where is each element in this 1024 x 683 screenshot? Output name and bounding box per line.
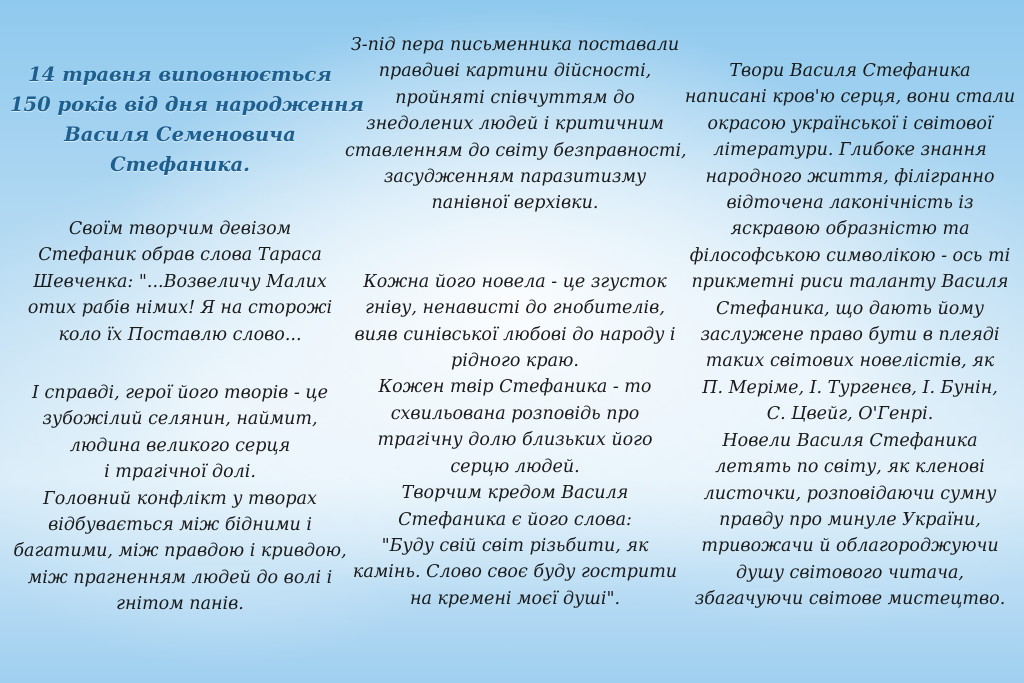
title-line: Василя Семеновича (64, 123, 296, 146)
text-line: листочки, розповідаючи сумну (703, 483, 997, 504)
text-line: І справді, герої його творів - це (32, 383, 328, 404)
text-line: летять по світу, як кленові (715, 457, 985, 478)
text-line: багатими, між правдою і кривдою, (13, 541, 347, 562)
text-line: яскравою образністю та (730, 219, 970, 240)
text-line: Кожен твір Стефаника - то (378, 377, 652, 398)
text-line: З-під пера письменника поставали (350, 35, 680, 55)
text-line: на кремені моєї душі". (409, 588, 621, 609)
text-line: "Буду свій світ різьбити, як (381, 535, 649, 556)
text-line: тривожачи й облагороджуючи (701, 536, 999, 557)
text-line: коло їх Поставлю слово... (58, 324, 302, 345)
middle-column (345, 0, 685, 612)
text-line: збагачуючи світове мистецтво. (694, 589, 1006, 610)
text-line: Творчим кредом Василя (401, 483, 629, 504)
text-line: С. Цвейг, О'Генрі. (766, 404, 934, 425)
text-line: Своїм творчим девізом (68, 219, 292, 239)
works-paragraph (680, 58, 1020, 613)
title-line: 150 років від дня народження (10, 93, 364, 116)
left-column (10, 0, 364, 618)
text-line: зубожілий селянин, наймит, (42, 409, 318, 430)
text-line: серцю людей. (450, 456, 580, 477)
text-line: таких світових новелістів, як (705, 351, 995, 372)
text-line: прикметні риси таланту Василя (691, 272, 1009, 293)
text-line: відбувається між бідними і (48, 515, 312, 536)
right-column (680, 0, 1020, 613)
text-line: філософською символікою - ось ті (689, 245, 1011, 266)
text-line: відточена лаконічність із (726, 193, 974, 214)
text-line: Головний конфлікт у творах (43, 488, 317, 509)
motto-paragraph (10, 216, 350, 348)
text-line: душу світового читача, (736, 562, 964, 583)
text-line: народного життя, філігранно (705, 166, 995, 187)
text-line: П. Меріме, І. Тургенєв, І. Бунін, (702, 377, 998, 398)
text-line: гніву, ненависті до гнобителів, (365, 298, 665, 319)
title-line: Стефаника. (110, 153, 250, 176)
text-line: вияв синівської любові до народу і (354, 324, 676, 345)
text-line: людина великого серця (69, 435, 291, 456)
title-line: 14 травня виповнюється (28, 63, 332, 86)
text-line: заслужене право бути в плеяді (700, 325, 1000, 346)
anniversary-title (10, 60, 364, 180)
text-line: знедолених людей і критичним (366, 114, 664, 135)
text-line: пройняті співчуттям до (395, 87, 635, 108)
heroes-paragraph (10, 380, 350, 618)
novella-paragraph (345, 269, 685, 612)
text-line: і трагічної долі. (104, 462, 256, 483)
text-line: Стефаника, що дають йому (716, 298, 984, 319)
text-line: правду про минуле України, (719, 509, 981, 530)
text-line: отих рабів німих! Я на сторожі (27, 298, 333, 319)
text-line: камінь. Слово своє буду гострити (352, 562, 678, 583)
text-line: Стефаника є його слова: (398, 509, 632, 530)
text-line: Новели Василя Стефаника (722, 430, 978, 451)
text-line: між прагненням людей до волі і (27, 567, 333, 588)
text-line: написані кров'ю серця, вони стали (684, 87, 1016, 108)
text-line: Кожна його новела - це згусток (363, 271, 667, 292)
text-line: Стефаник обрав слова Тараса (38, 245, 322, 266)
intro-paragraph (345, 32, 685, 217)
text-line: засудженням паразитизму (383, 167, 647, 188)
text-line: Твори Василя Стефаника (729, 61, 971, 81)
text-line: гнітом панів. (116, 594, 244, 615)
text-line: схвильована розповідь про (390, 403, 640, 424)
text-line: панівної верхівки. (431, 193, 599, 214)
text-line: літератури. Глибоке знання (713, 140, 987, 161)
text-line: окрасою української і світової (707, 113, 993, 134)
text-line: трагічну долю близьких його (377, 430, 653, 451)
text-line: рідного краю. (451, 351, 579, 372)
text-line: Шевченка: "...Возвеличу Малих (33, 271, 327, 292)
text-line: правдиві картини дійсності, (378, 61, 652, 82)
text-line: ставленням до світу безправності, (345, 140, 687, 161)
